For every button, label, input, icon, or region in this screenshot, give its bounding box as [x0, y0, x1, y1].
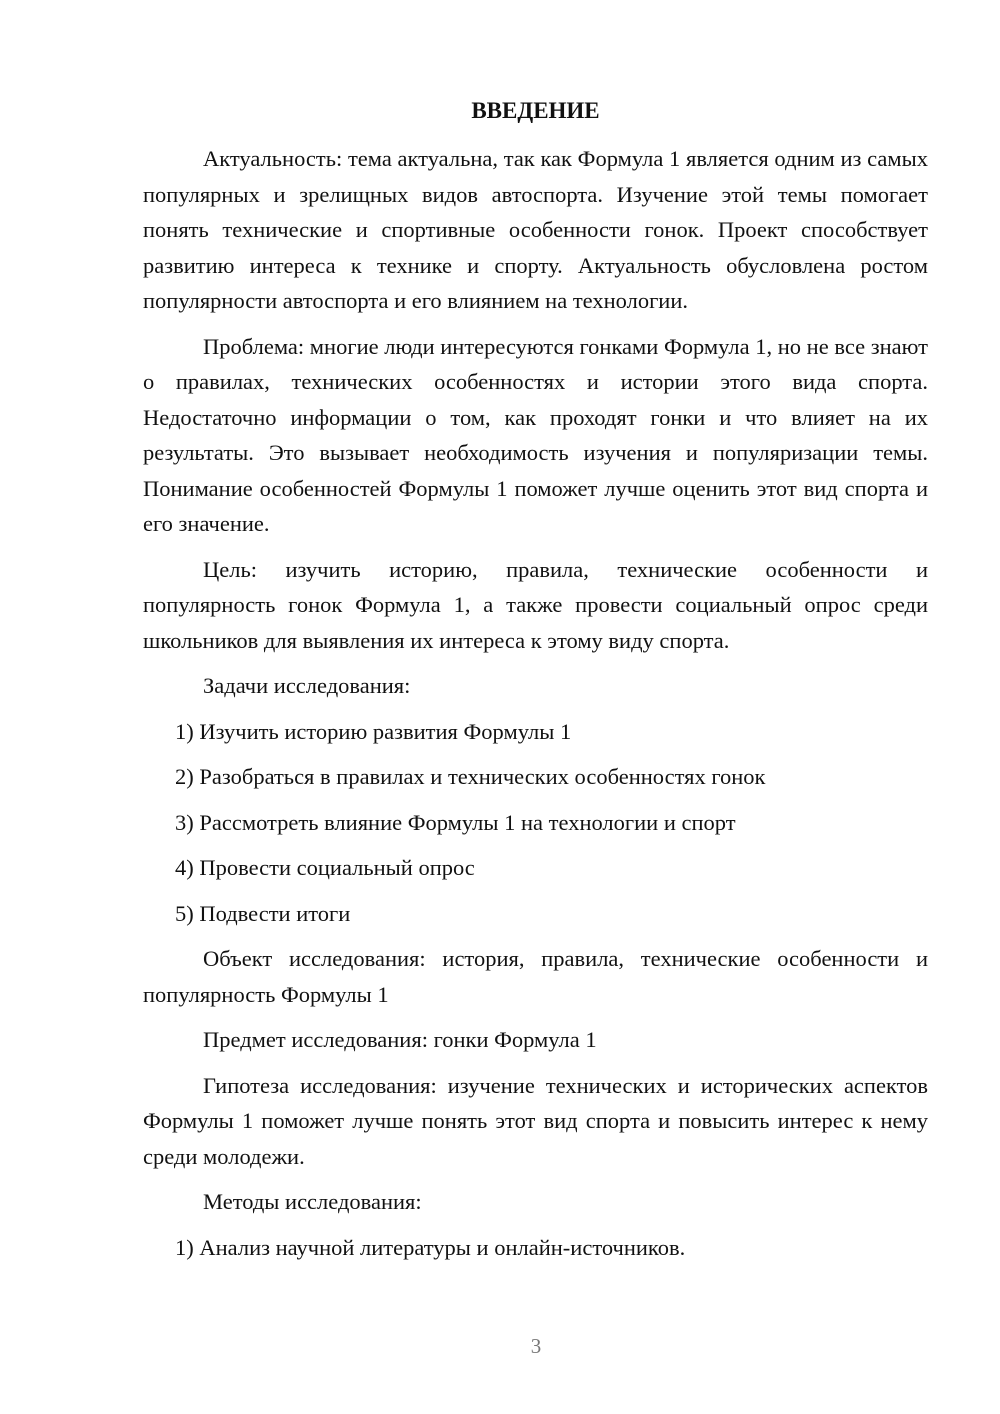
tasks-heading: Задачи исследования:: [203, 673, 411, 698]
task-item: 5) Подвести итоги: [175, 900, 351, 926]
goal-paragraph: Цель: изучить историю, правила, технические особенности и популярность гонок Формула 1, а также провести социальный опрос среди школьников для выявления их интереса к этому виду спорта.: [143, 556, 928, 653]
document-body: [143, 141, 928, 1275]
methods-heading: Методы исследования:: [203, 1189, 422, 1214]
method-item: 1) Анализ научной литературы и онлайн-источников.: [175, 1234, 686, 1260]
section-title: ВВЕДЕНИЕ: [471, 98, 600, 123]
page-number: 3: [530, 1334, 542, 1358]
relevance-paragraph: Актуальность: тема актуальна, так как Формула 1 является одним из самых популярных и зрелищных видов автоспорта. Изучение этой темы помогает понять технические и спортивные особенности гонок. Проект способствует развитию интереса к технике и спорту. Актуальность обусловлена ростом популярности автоспорта и его влиянием на технологии.: [143, 146, 928, 313]
object-paragraph: Объект исследования: история, правила, технические особенности и популярность Формулы 1: [143, 946, 928, 1007]
task-item: 2) Разобраться в правилах и технических особенностях гонок: [175, 764, 766, 789]
task-item: 3) Рассмотреть влияние Формулы 1 на технологии и спорт: [175, 809, 736, 835]
problem-paragraph: Проблема: многие люди интересуются гонками Формула 1, но не все знают о правилах, технических особенностях и истории этого вида спорта. Недостаточно информации о том, как проходят гонки и что влияет на их результаты. Это вызывает необходимость изучения и популяризации темы. Понимание особенностей Формулы 1 поможет лучше оценить этот вид спорта и его значение.: [143, 333, 928, 536]
task-item: 4) Провести социальный опрос: [175, 855, 475, 880]
task-item: 1) Изучить историю развития Формулы 1: [175, 718, 572, 744]
subject-paragraph: Предмет исследования: гонки Формула 1: [203, 1027, 597, 1052]
hypothesis-paragraph: Гипотеза исследования: изучение технических и исторических аспектов Формулы 1 поможет лучше понять этот вид спорта и повысить интерес к нему среди молодежи.: [143, 1072, 928, 1169]
